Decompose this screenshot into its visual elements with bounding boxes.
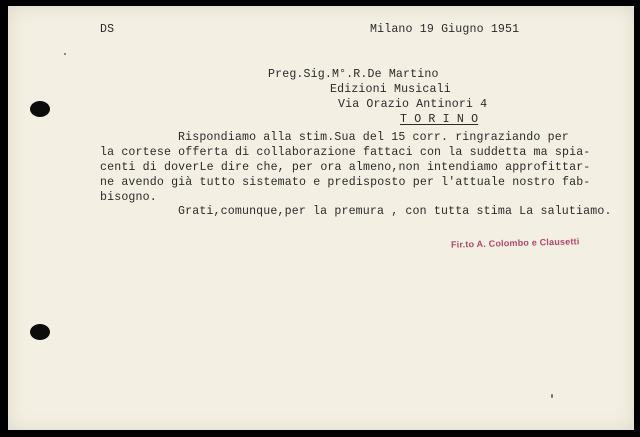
body-line: bisogno. xyxy=(100,191,157,204)
reference-initials: DS xyxy=(100,23,115,36)
body-line: Rispondiamo alla stim.Sua del 15 corr. ringraziando per xyxy=(178,131,569,144)
recipient-street: Via Orazio Antinori 4 xyxy=(338,98,488,111)
body-line: la cortese offerta di collaborazione fattaci con la suddetta ma spia- xyxy=(100,146,591,159)
paper-speck xyxy=(64,53,66,55)
punch-hole-bottom xyxy=(30,324,50,340)
body-line: ne avendo già tutto sistemato e predisposto per l'attuale nostro fab- xyxy=(100,176,591,189)
place-date: Milano 19 Giugno 1951 xyxy=(370,23,520,36)
signature-stamp: Fir.to A. Colombo e Clausetti xyxy=(450,236,580,250)
body-line: centi di doverLe dire che, per ora almeno,non intendiamo approfittar- xyxy=(100,161,591,174)
closing-line: Grati,comunque,per la premura , con tutta stima La salutiamo. xyxy=(178,205,612,218)
recipient-company: Edizioni Musicali xyxy=(330,83,451,96)
paper-speck xyxy=(551,394,553,398)
punch-hole-top xyxy=(30,101,50,117)
letter-sheet xyxy=(8,6,634,430)
recipient-city: T O R I N O xyxy=(400,113,479,126)
recipient-name: Preg.Sig.M°.R.De Martino xyxy=(268,68,439,81)
